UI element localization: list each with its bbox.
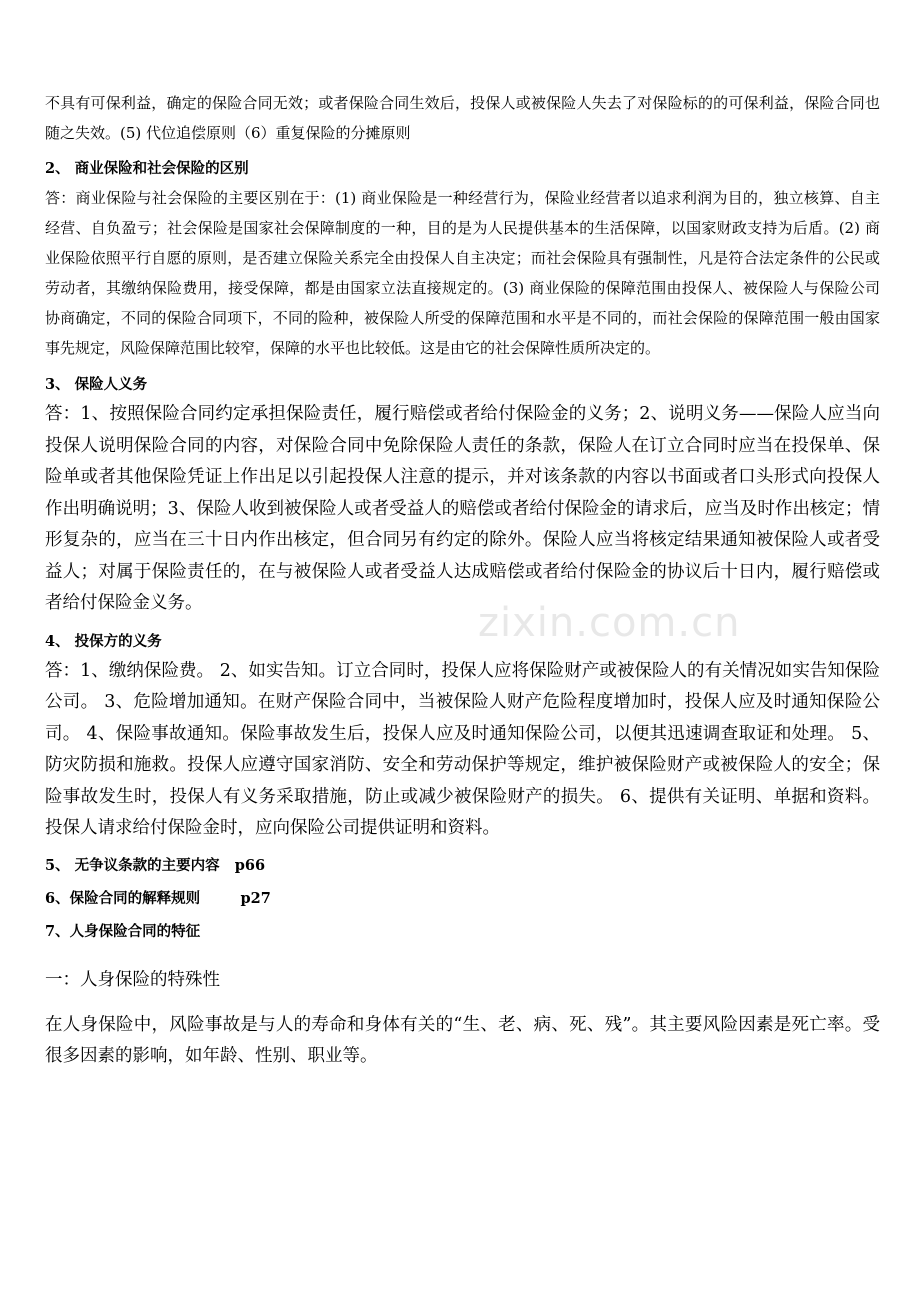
- watermark: zixin.com.cn: [478, 600, 741, 646]
- question-6-heading: [45, 889, 880, 909]
- intro-paragraph: 不具有可保利益，确定的保险合同无效；或者保险合同生效后，投保人或被保险人失去了对保险标的的可保利益，保险合同也随之失效。(5) 代位追偿原则（6）重复保险的分摊原则: [45, 94, 880, 142]
- question-2-heading: 2、 商业保险和社会保险的区别: [45, 160, 249, 177]
- question-7-heading: 7、人身保险合同的特征: [45, 922, 201, 940]
- question-5-page-ref: p66: [234, 856, 266, 874]
- question-4-answer: 答：1、缴纳保险费。 2、如实告知。订立合同时，投保人应将保险财产或被保险人的有关情况如实告知保险公司。 3、危险增加通知。在财产保险合同中，当被保险人财产危险程度增加时，投保人应及时通知保险公司。 4、保险事故通知。保险事故发生后，投保人应及时通知保险公司，以便其迅速调查取证和处理。 5、防灾防损和施救。投保人应遵守国家消防、安全和劳动保护等规定，维护被保险财产或被保险人的安全；保险事故发生时，投保人有义务采取措施，防止或减少被保险财产的损失。 6、提供有关证明、单据和资料。投保人请求给付保险金时，应向保险公司提供证明和资料。: [45, 660, 880, 838]
- question-4-heading: 4、 投保方的义务: [45, 632, 162, 650]
- question-6-page-ref: p27: [240, 889, 271, 907]
- question-5-title: 5、 无争议条款的主要内容: [45, 856, 220, 874]
- question-3-answer: 答：1、按照保险合同约定承担保险责任，履行赔偿或者给付保险金的义务；2、说明义务——保险人应当向投保人说明保险合同的内容，对保险合同中免除保险人责任的条款，保险人在订立合同时应当在投保单、保险单或者其他保险凭证上作出足以引起投保人注意的提示，并对该条款的内容以书面或者口头形式向投保人作出明确说明；3、保险人收到被保险人或者受益人的赔偿或者给付保险金的请求后，应当及时作出核定；情形复杂的，应当在三十日内作出核定，但合同另有约定的除外。保险人应当将核定结果通知被保险人或者受益人；对属于保险责任的，在与被保险人或者受益人达成赔偿或者给付保险金的协议后十日内，履行赔偿或者给付保险金义务。: [45, 404, 880, 613]
- section-1-body: 在人身保险中，风险事故是与人的寿命和身体有关的“生、老、病、死、残”。其主要风险因素是死亡率。受很多因素的影响，如年龄、性别、职业等。: [45, 1014, 880, 1066]
- question-6-title: 6、保险合同的解释规则: [45, 889, 201, 907]
- section-1-heading: 一：人身保险的特殊性: [45, 969, 220, 990]
- document-page: [45, 88, 880, 1073]
- question-3-heading: 3、 保险人义务: [45, 376, 148, 393]
- question-2-answer: 答：商业保险与社会保险的主要区别在于：(1) 商业保险是一种经营行为，保险业经营者以追求利润为目的，独立核算、自主经营、自负盈亏；社会保险是国家社会保障制度的一种，目的是为人民提供基本的生活保障，以国家财政支持为后盾。(2) 商业保险依照平行自愿的原则，是否建立保险关系完全由投保人自主决定；而社会保险具有强制性，凡是符合法定条件的公民或劳动者，其缴纳保险费用，接受保障，都是由国家立法直接规定的。(3) 商业保险的保障范围由投保人、被保险人与保险公司协商确定，不同的保险合同项下，不同的险种，被保险人所受的保障范围和水平是不同的，而社会保险的保障范围一般由国家事先规定，风险保障范围比较窄，保障的水平也比较低。这是由它的社会保障性质所决定的。: [45, 189, 880, 357]
- question-5-heading: [45, 856, 880, 876]
